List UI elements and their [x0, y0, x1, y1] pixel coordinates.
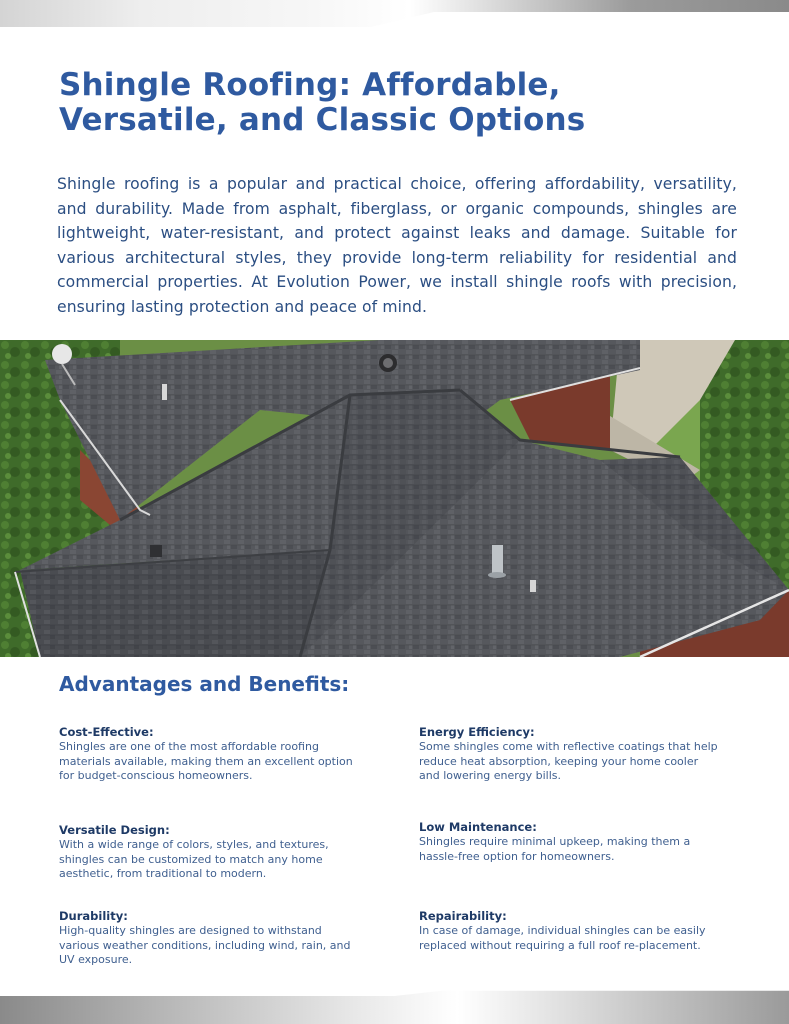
page-title: Shingle Roofing: Affordable, Versatile, and Classic Options: [59, 67, 586, 138]
benefit-text: In case of damage, individual shingles can be easily replaced without requiring a full roof re-placement.: [419, 924, 706, 952]
benefit-title: Cost-Effective:: [59, 725, 154, 739]
benefit-title: Durability:: [59, 909, 128, 923]
benefit-title: Low Maintenance:: [419, 820, 537, 834]
benefit-text: Shingles require minimal upkeep, making them a hassle-free option for homeowners.: [419, 835, 691, 863]
benefit-title: Energy Efficiency:: [419, 725, 535, 739]
roof-photo: [0, 340, 789, 657]
benefit-title: Repairability:: [419, 909, 507, 923]
benefit-durability: [59, 909, 354, 968]
benefit-text: With a wide range of colors, styles, and textures, shingles can be customized to match any home aesthetic, from traditional to modern.: [59, 838, 329, 880]
benefit-low-maintenance: [419, 820, 719, 864]
benefit-energy-efficiency: [419, 725, 719, 784]
benefit-versatile-design: [59, 823, 354, 882]
benefit-cost-effective: [59, 725, 354, 784]
advantages-heading: Advantages and Benefits:: [59, 672, 350, 696]
benefit-title: Versatile Design:: [59, 823, 170, 837]
benefit-text: High-quality shingles are designed to withstand various weather conditions, including wind, rain, and UV exposure.: [59, 924, 351, 966]
benefit-text: Some shingles come with reflective coatings that help reduce heat absorption, keeping your home cooler and lowering energy bills.: [419, 740, 718, 782]
benefit-repairability: [419, 909, 709, 953]
benefit-text: Shingles are one of the most affordable roofing materials available, making them an excellent option for budget-conscious homeowners.: [59, 740, 353, 782]
intro-paragraph: Shingle roofing is a popular and practical choice, offering affordability, versatility, and durability. Made from asphalt, fiberglass, or organic compounds, shingles are lightweight, water-resistant, and protect against leaks and damage. Suitable for various architectural styles, they provide long-term reliability for residential and commercial properties. At Evolution Power, we install shingle roofs with precision, ensuring lasting protection and peace of mind.: [57, 175, 737, 316]
